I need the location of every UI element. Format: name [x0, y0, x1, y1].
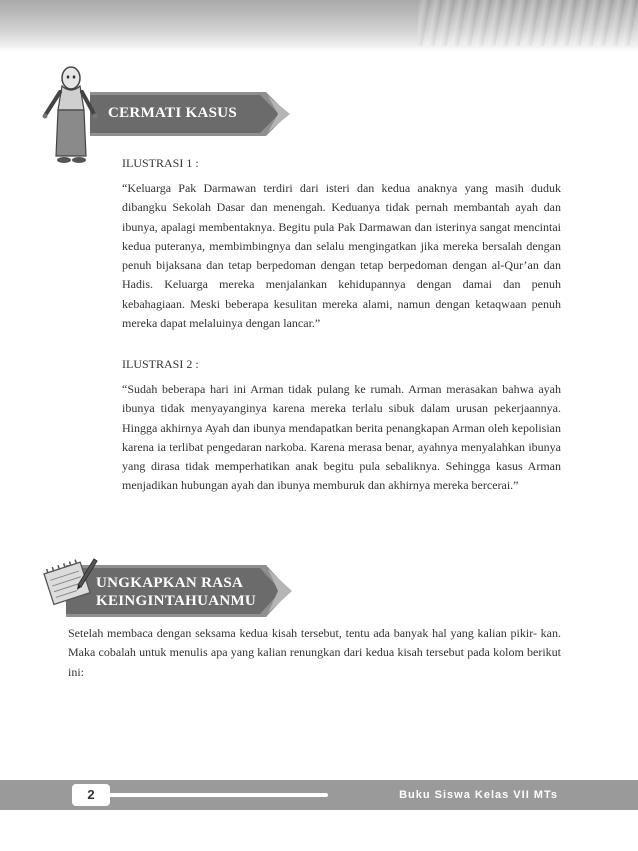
notepad-pencil-icon [40, 555, 98, 607]
illustration-1-label: ILUSTRASI 1 : [122, 156, 199, 170]
footer-book-title: Buku Siswa Kelas VII MTs [399, 789, 558, 801]
section-title-line-2: KEINGINTAHUANMU [96, 593, 257, 609]
illustration-1-text: “Keluarga Pak Darmawan terdiri dari isteri dan kedua anaknya yang masih duduk dibangku Sekolah Dasar dan menengah. Keduanya tidak pernah membantah ayah dan ibunya, apalagi membentaknya. Begitu pula Pak Darmawan dan isterinya sangat mencintai kedua puteranya, membimbingnya dan selalu mengingatkan jika mereka bersalah dengan penuh bijaksana dan tetap berpedoman dengan tetap berpedoman dengan al-Qur’an dan Hadis. Keluarga mereka menjalankan kehidupannya dengan damai dan penuh kebahagiaan. Meski beberapa kesulitan mereka alami, namun dengan ketaqwaan penuh mereka dapat melaluinya dengan lancar.” [122, 181, 561, 331]
header-photo-band [0, 0, 638, 52]
footer-line [100, 793, 328, 797]
section-title-line-1: UNGKAPKAN RASA [96, 575, 244, 591]
woman-figure-icon [38, 64, 100, 168]
intro-paragraph: Setelah membaca dengan seksama kedua kisah tersebut, tentu ada banyak hal yang kalian pikir- kan. Maka cobalah untuk menulis apa yang kalian renungkan dari kedua kisah tersebut pada kolom berikut ini: [68, 626, 561, 679]
page-number: 2 [72, 784, 110, 806]
illustration-2-text: “Sudah beberapa hari ini Arman tidak pulang ke rumah. Arman merasakan bahwa ayah ibunya tidak menyayanginya karena mereka terlalu sibuk dalam urusan pekerjaannya. Hingga akhirnya Ayah dan ibunya mendapatkan berita penangkapan Arman oleh kepolisian karena ia terlibat pengedaran narkoba. Karena merasa benar, ayahnya menyalahkan ibunya yang dirasa tidak memperhatikan anak begitu pula sebaliknya. Sehingga kasus Arman menjadikan hubungan ayah dan ibunya memburuk dan akhirnya mereka bercerai.” [122, 382, 561, 493]
section-title-cermati-kasus: CERMATI KASUS [108, 105, 238, 121]
illustration-2-label: ILUSTRASI 2 : [122, 357, 199, 371]
